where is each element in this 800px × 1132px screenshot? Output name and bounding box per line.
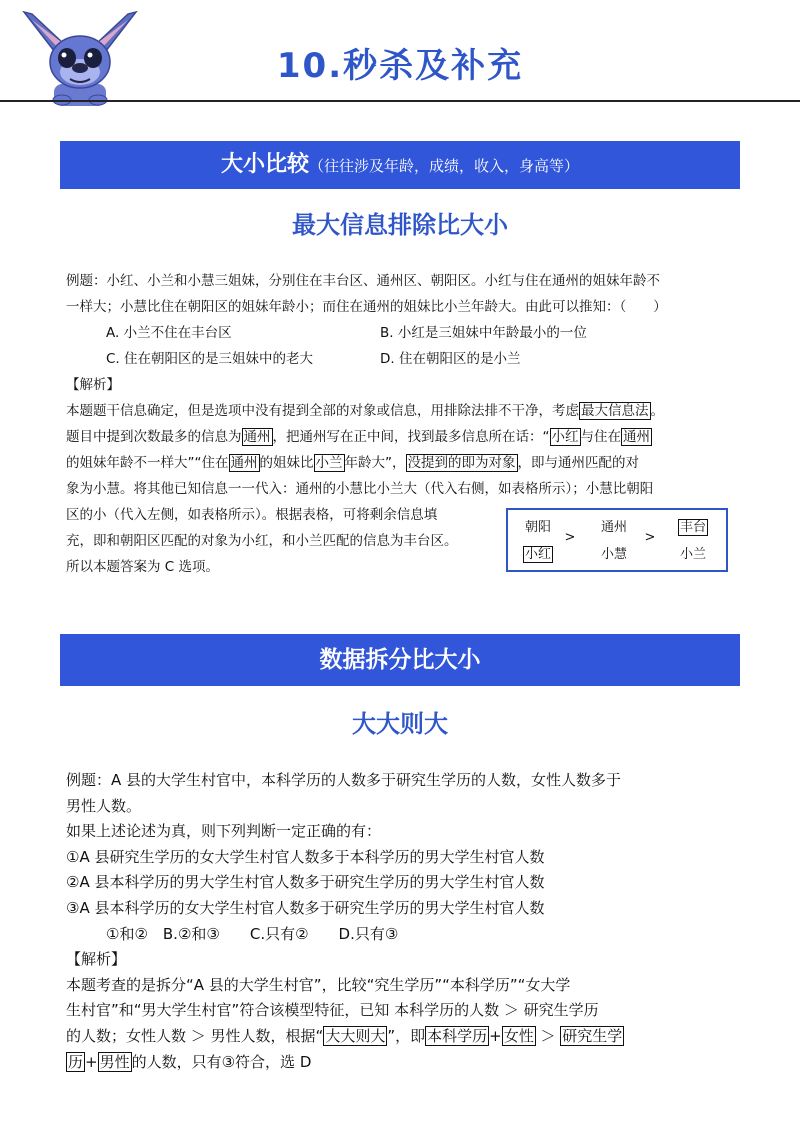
highlight-box: 通州 [243,429,271,445]
greater-than-sign: > [644,530,656,545]
question-block [66,268,746,372]
highlight-box: 通州 [623,429,650,445]
analysis-label: 【解析】 [66,950,127,969]
highlight-box: 最大信息法 [581,403,649,419]
option-b: B. 小红是三姐妹中年龄最小的一位 [380,325,587,341]
option-a: A. 小兰不住在丰台区 [106,325,232,341]
statement-item: ③A 县本科学历的女大学生村官人数多于研究生学历的男大学生村官人数 [66,898,545,917]
question-line: 一样大；小慧比住在朝阳区的姐妹年龄小；而住在通州的姐妹比小兰年龄大。由此可以推知：（ ） [66,299,667,315]
table-cell: 小慧 [600,547,627,562]
table-cell-boxed: 丰台 [679,520,706,535]
question-line: 男性人数。 [66,796,142,815]
highlight-box: 本科学历 [427,1026,488,1045]
analysis-line: 本题考查的是拆分“A 县的大学生村官”，比较“究生学历”“本科学历”“女大学 [66,975,571,994]
analysis-line: 区的小（代入左侧，如表格所示）。根据表格，可将剩余信息填 [66,507,438,523]
highlight-box: 研究生学 [562,1026,623,1045]
analysis-label: 【解析】 [66,377,120,393]
greater-than-sign: > [564,530,576,545]
statement-item: ②A 县本科学历的男大学生村官人数多于研究生学历的男大学生村官人数 [66,873,545,892]
comparison-table [506,508,728,572]
option-d: D. 住在朝阳区的是小兰 [380,351,521,367]
table-cell: 小兰 [679,547,706,562]
highlight-box: 大大则大 [325,1026,386,1045]
analysis-line: 所以本题答案为 C 选项。 [66,559,220,575]
statement-item: ①A 县研究生学历的女大学生村官人数多于本科学历的男大学生村官人数 [66,847,545,866]
section-banner-data-split: 数据拆分比大小 [60,634,740,686]
highlight-box: 小红 [551,429,579,445]
section-banner-size-comparison [60,141,740,189]
analysis-line: 题目中提到次数最多的信息为 通州 ，把通州写在正中间，找到最多信息所在话：“ 小红 与住在 通州 [66,429,650,445]
highlight-box: 历 [68,1052,84,1071]
analysis-line: 的姐妹年龄不一样大”“住在 通州 的姐妹比 小兰 年龄大”， 没提到的即为对象 ，即与通州匹配的对 [66,455,639,471]
question-block-2 [66,768,746,1075]
table-cell: 朝阳 [524,520,551,535]
header-divider [0,100,800,102]
table-cell: 通州 [600,520,627,535]
highlight-box: 没提到的即为对象 [407,455,516,471]
analysis-line: 充，即和朝阳区匹配的对象为小红，和小兰匹配的信息为丰台区。 [66,533,458,549]
analysis-line: 象为小慧。将其他已知信息一一代入：通州的小慧比小兰大（代入右侧，如表格所示）；小慧比朝阳 [66,481,654,497]
question-line: 例题：A 县的大学生村官中，本科学历的人数多于研究生学历的人数，女性人数多于 [66,771,622,789]
page-title: 10.秒杀及补充 [276,46,524,86]
option-c: C. 住在朝阳区的是三姐妹中的老大 [106,351,314,367]
banner-main-text: 大小比较 [220,152,309,177]
banner-sub-text: （往往涉及年龄，成绩，收入，身高等） [309,157,580,175]
section-subheading: 大大则大 [352,710,448,738]
analysis-line: 历 + 男性 的人数，只有③符合，选 D [68,1052,312,1071]
highlight-box: 女性 [503,1026,534,1045]
table-cell-boxed: 小红 [524,547,551,562]
section-subheading: 最大信息排除比大小 [292,211,508,239]
analysis-line: 本题题干信息确定，但是选项中没有提到全部的对象或信息，用排除法排不干净，考虑 最大信息法 。 [66,403,664,419]
answer-options: ①和② B.②和③ C.只有② D.只有③ [106,924,399,943]
highlight-box: 小兰 [315,455,343,471]
highlight-box: 男性 [99,1052,130,1071]
analysis-line: 生村官”和“男大学生村官”符合该模型特征，已知 本科学历的人数 ＞ 研究生学历 [66,1001,599,1020]
highlight-box: 通州 [230,455,258,471]
question-line: 例题：小红、小兰和小慧三姐妹，分别住在丰台区、通州区、朝阳区。小红与住在通州的姐妹年龄不 [66,273,660,289]
analysis-line: 的人数；女性人数 ＞ 男性人数，根据“ 大大则大 ”，即 本科学历 + 女性 ＞ 研究生学 [66,1026,623,1045]
question-line: 如果上述论述为真，则下列判断一定正确的有： [66,822,382,841]
